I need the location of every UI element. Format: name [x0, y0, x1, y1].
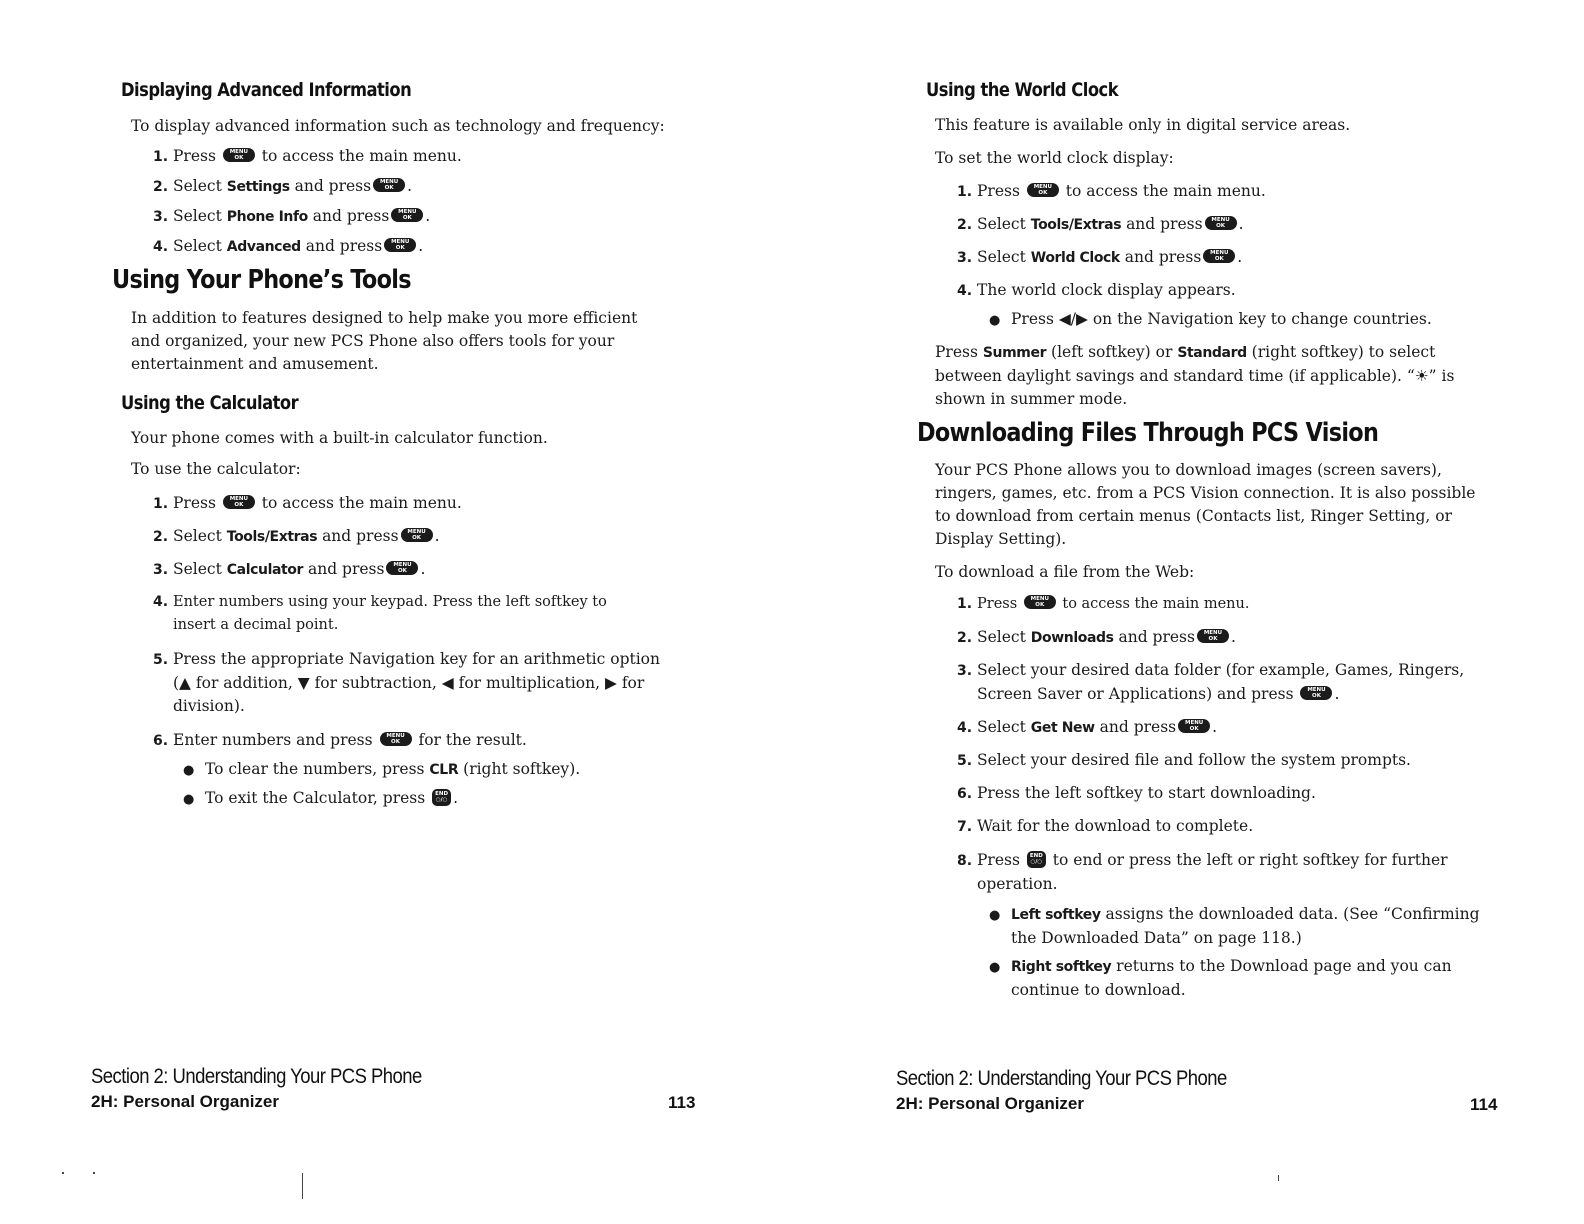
- calculator-step-2: 2. Select Tools/Extras and press MENU OK .: [153, 527, 440, 545]
- downloading-step-7: 7. Wait for the download to complete.: [957, 817, 1254, 835]
- scan-speck: [93, 1172, 95, 1174]
- tools-intro-line-3: entertainment and amusement.: [131, 355, 379, 373]
- scan-speck: [62, 1172, 64, 1174]
- footer-chapter-title: 2H: Personal Organizer: [896, 1094, 1085, 1113]
- menu-ok-key-icon: MENU OK: [373, 178, 405, 192]
- footer-chapter-title: 2H: Personal Organizer: [91, 1092, 280, 1111]
- downloading-step-4: 4. Select Get New and press MENU OK .: [957, 718, 1218, 736]
- page-number: 114: [1470, 1095, 1498, 1114]
- menu-ok-key-icon: MENU OK: [384, 238, 416, 252]
- calculator-intro-2: To use the calculator:: [131, 460, 301, 478]
- calculator-step-5: 5. Press the appropriate Navigation key for an arithmetic option (▲ for addition, ▼ for subtraction, ◀ for multiplication, ▶ for division).: [153, 650, 660, 715]
- downloading-step-1: 1. Press MENU OK to access the main menu.: [957, 596, 1250, 612]
- menu-ok-key-icon: MENU OK: [380, 732, 412, 746]
- footer-section-title: Section 2: Understanding Your PCS Phone: [896, 1067, 1227, 1090]
- right-page: [792, 0, 1584, 1224]
- heading-using-the-world-clock: Using the World Clock: [926, 79, 1119, 101]
- heading-using-your-phones-tools: Using Your Phone’s Tools: [112, 265, 411, 295]
- menu-ok-key-icon: MENU OK: [1178, 719, 1210, 733]
- scan-speck: [1278, 1175, 1279, 1181]
- calculator-step-1: 1. Press MENU OK to access the main menu.: [153, 494, 462, 512]
- tools-intro-line-2: and organized, your new PCS Phone also offers tools for your: [131, 332, 615, 350]
- menu-ok-key-icon: MENU OK: [223, 495, 255, 509]
- footer-section-title: Section 2: Understanding Your PCS Phone: [91, 1065, 422, 1088]
- downloading-intro-line-2: ringers, games, etc. from a PCS Vision connection. It is also possible: [935, 484, 1476, 502]
- menu-ok-key-icon: MENU OK: [401, 528, 433, 542]
- adv-info-intro: To display advanced information such as technology and frequency:: [131, 117, 665, 135]
- downloading-step-5: 5. Select your desired file and follow the system prompts.: [957, 751, 1411, 769]
- menu-ok-key-icon: MENU OK: [1027, 183, 1059, 197]
- calculator-bullet-clear: ● To clear the numbers, press CLR (right softkey).: [183, 760, 581, 778]
- end-key-icon: END ○/○: [1027, 851, 1046, 868]
- menu-ok-key-icon: MENU OK: [386, 561, 418, 575]
- downloading-intro-line-1: Your PCS Phone allows you to download images (screen savers),: [935, 461, 1442, 479]
- menu-ok-key-icon: MENU OK: [1197, 629, 1229, 643]
- downloading-step-8: 8. Press END ○/○ to end or press the left or right softkey for further operation.: [957, 851, 1448, 893]
- heading-displaying-advanced-information: Displaying Advanced Information: [121, 79, 412, 101]
- downloading-intro-line-4: Display Setting).: [935, 530, 1067, 548]
- world-clock-step-1: 1. Press MENU OK to access the main menu.: [957, 182, 1266, 200]
- page-number: 113: [668, 1093, 696, 1112]
- menu-ok-key-icon: MENU OK: [1205, 216, 1237, 230]
- menu-ok-key-icon: MENU OK: [1203, 249, 1235, 263]
- menu-ok-key-icon: MENU OK: [391, 208, 423, 222]
- crop-mark: [302, 1173, 303, 1199]
- world-clock-step-2: 2. Select Tools/Extras and press MENU OK .: [957, 215, 1244, 233]
- downloading-step-6: 6. Press the left softkey to start downloading.: [957, 784, 1316, 802]
- downloading-bullet-left-softkey: ● Left softkey assigns the downloaded data. (See “Confirming the Downloaded Data” on page 118.): [989, 905, 1480, 947]
- world-clock-intro-1: This feature is available only in digital service areas.: [935, 116, 1351, 134]
- heading-using-the-calculator: Using the Calculator: [121, 392, 299, 414]
- menu-ok-key-icon: MENU OK: [223, 148, 255, 162]
- calculator-step-4: 4. Enter numbers using your keypad. Press the left softkey to insert a decimal point.: [153, 594, 607, 633]
- adv-info-step-4: 4. Select Advanced and press MENU OK .: [153, 237, 424, 255]
- downloading-bullet-right-softkey: ● Right softkey returns to the Download page and you can continue to download.: [989, 957, 1452, 999]
- menu-ok-key-icon: MENU OK: [1024, 595, 1056, 609]
- calculator-step-3: 3. Select Calculator and press MENU OK .: [153, 560, 426, 578]
- calculator-bullet-exit: ● To exit the Calculator, press END ○/○ .: [183, 789, 459, 807]
- adv-info-step-3: 3. Select Phone Info and press MENU OK .: [153, 207, 431, 225]
- heading-downloading-files: Downloading Files Through PCS Vision: [917, 418, 1379, 448]
- downloading-step-2: 2. Select Downloads and press MENU OK .: [957, 628, 1236, 646]
- adv-info-step-1: 1. Press MENU OK to access the main menu.: [153, 147, 462, 165]
- world-clock-summer-note: Press Summer (left softkey) or Standard (right softkey) to select between daylight savings and standard time (if applicable). “☀” is shown in summer mode.: [935, 343, 1455, 408]
- world-clock-intro-2: To set the world clock display:: [935, 149, 1174, 167]
- end-key-icon: END ○/○: [432, 789, 451, 806]
- calculator-step-6: 6. Enter numbers and press MENU OK for the result.: [153, 731, 527, 749]
- downloading-step-3: 3. Select your desired data folder (for example, Games, Ringers, Screen Saver or Applications) and press MENU OK .: [957, 661, 1465, 703]
- world-clock-bullet: ● Press ◀/▶ on the Navigation key to change countries.: [989, 310, 1432, 328]
- downloading-intro-line-3: to download from certain menus (Contacts list, Ringer Setting, or: [935, 507, 1452, 525]
- calculator-intro-1: Your phone comes with a built-in calculator function.: [131, 429, 548, 447]
- menu-ok-key-icon: MENU OK: [1300, 686, 1332, 700]
- tools-intro-line-1: In addition to features designed to help make you more efficient: [131, 309, 638, 327]
- downloading-intro-2: To download a file from the Web:: [935, 563, 1195, 581]
- world-clock-step-4: 4. The world clock display appears.: [957, 281, 1236, 299]
- world-clock-step-3: 3. Select World Clock and press MENU OK .: [957, 248, 1243, 266]
- adv-info-step-2: 2. Select Settings and press MENU OK .: [153, 177, 413, 195]
